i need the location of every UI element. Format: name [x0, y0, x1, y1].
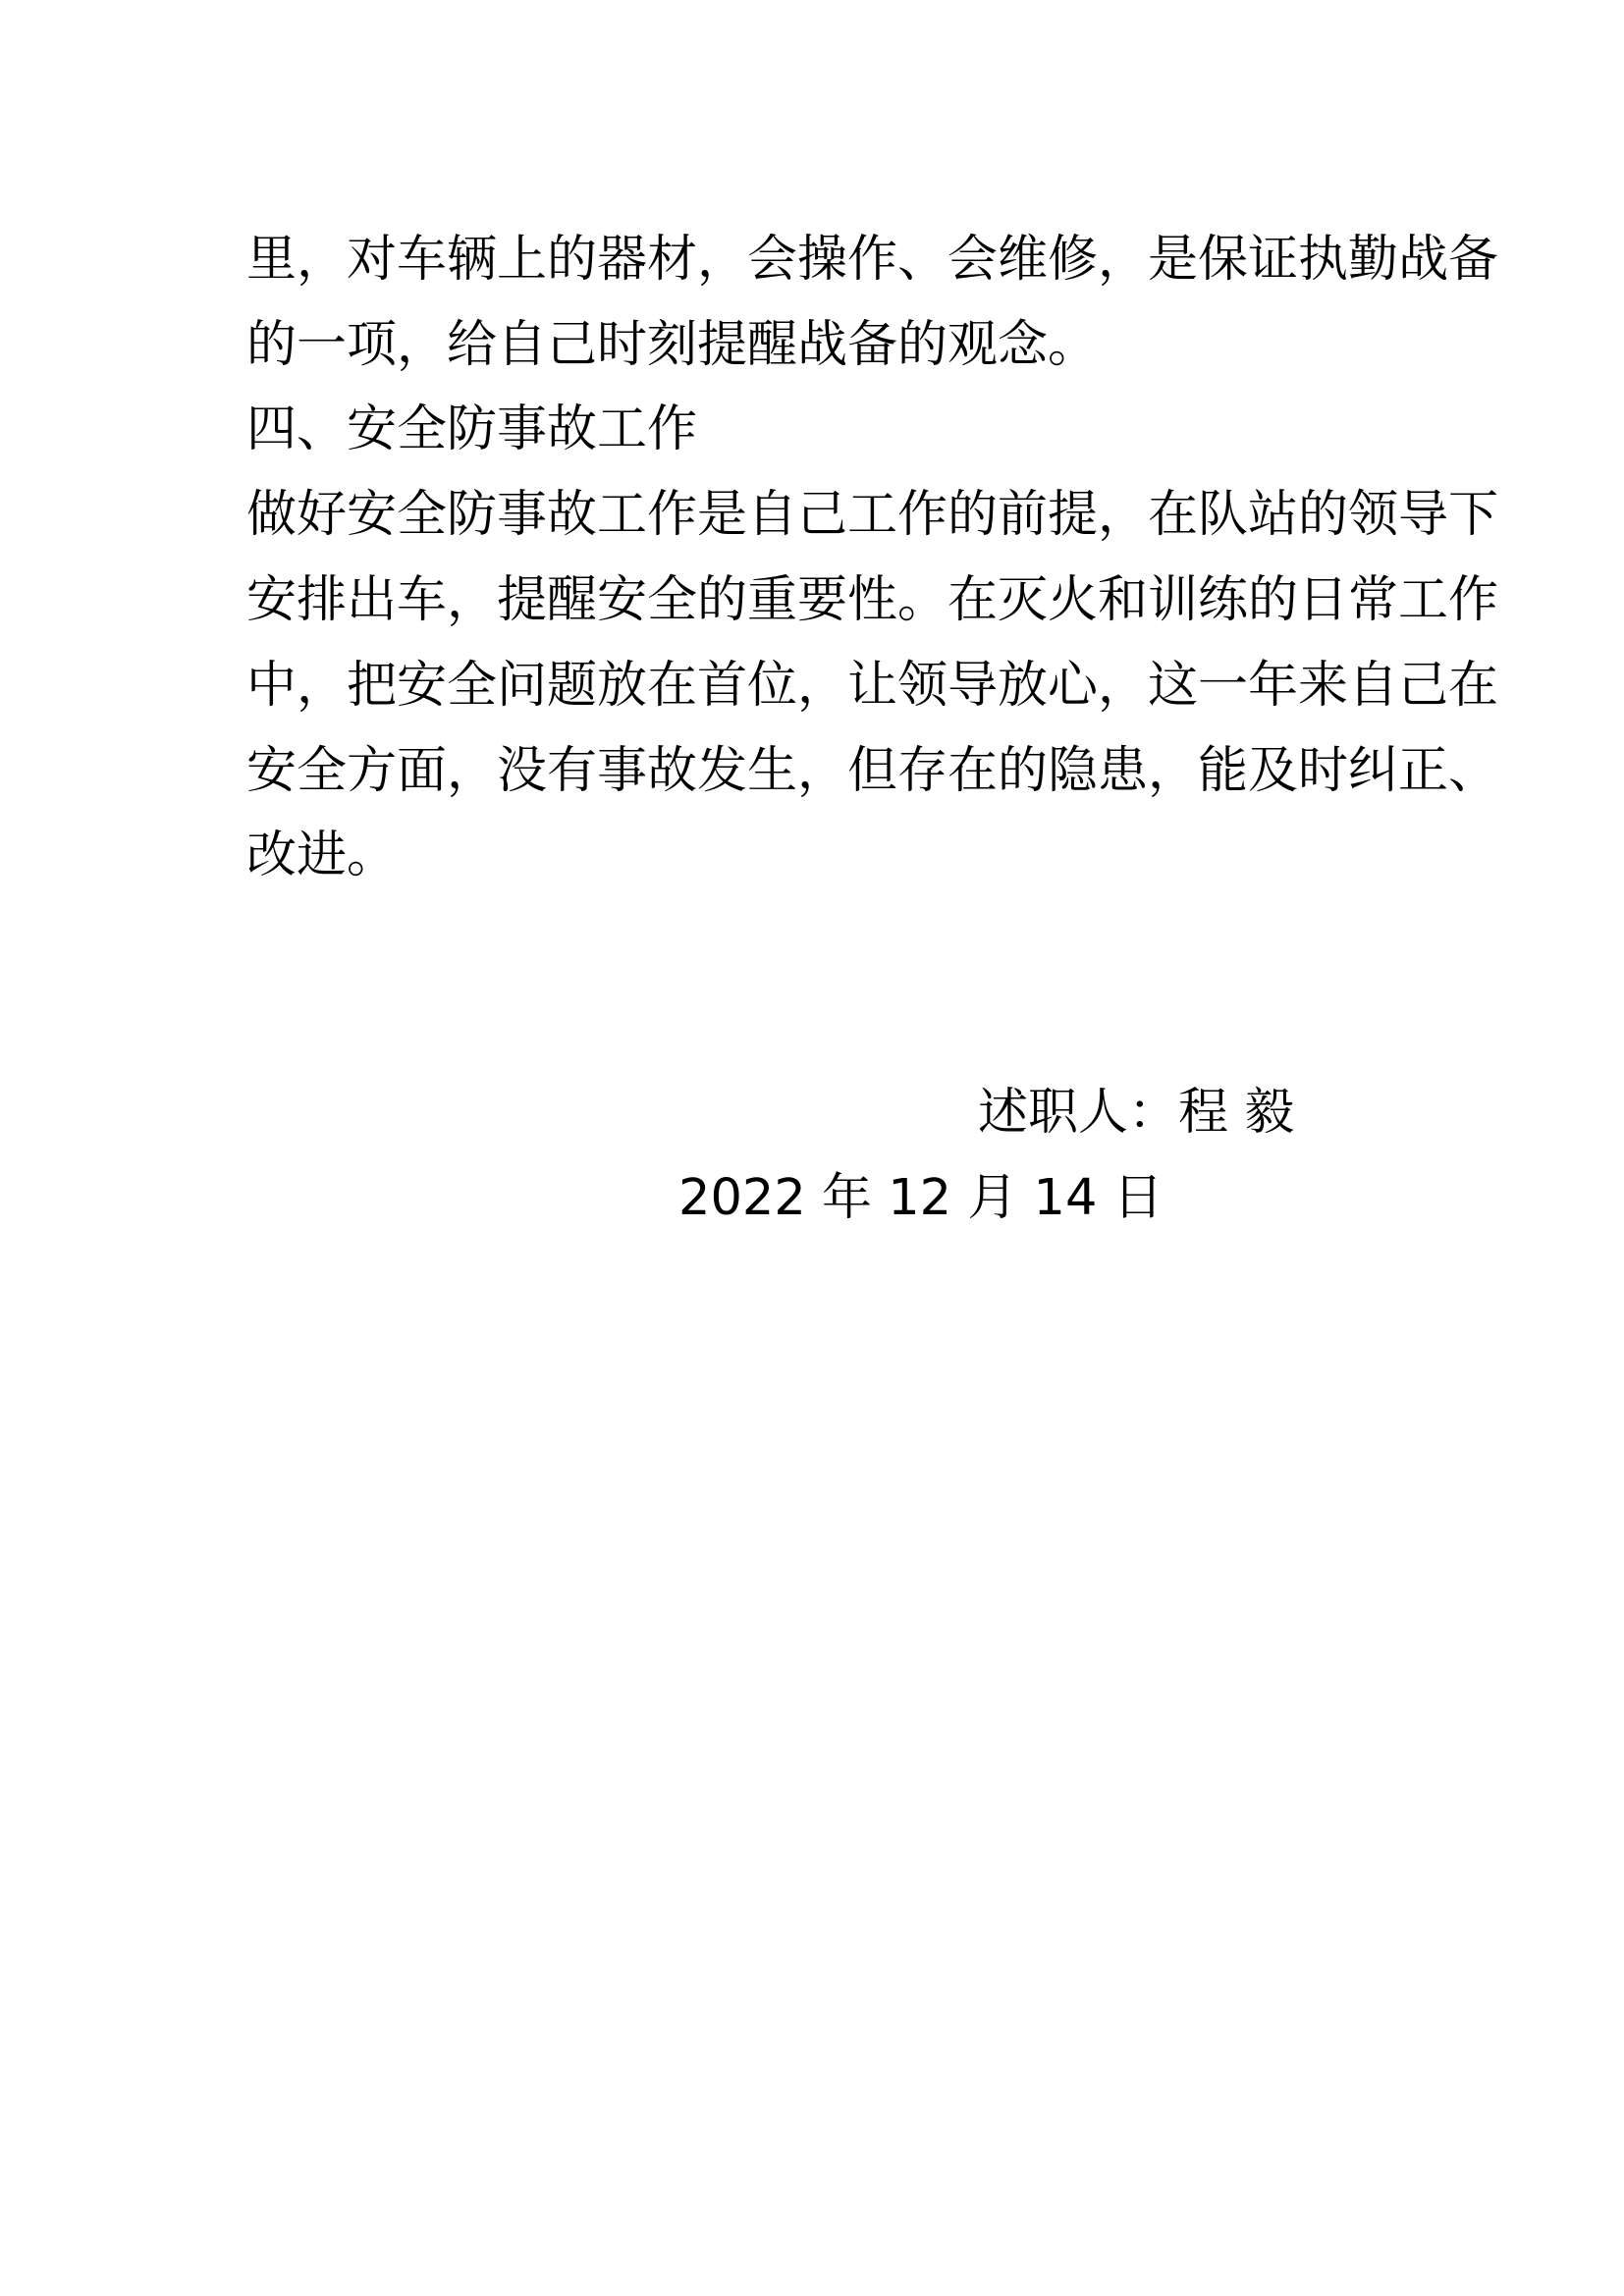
body-text-line: 安排出车，提醒安全的重要性。在灭火和训练的日常工作 — [246, 571, 1499, 629]
body-text-line: 的一项，给自己时刻提醒战备的观念。 — [246, 316, 1099, 374]
body-text-line: 中，把安全问题放在首位，让领导放心，这一年来自己在 — [246, 657, 1499, 715]
body-text-line: 安全方面，没有事故发生，但存在的隐患，能及时纠正、 — [246, 742, 1499, 800]
section-heading: 四、安全防事故工作 — [246, 400, 698, 458]
body-text-line: 改进。 — [246, 827, 398, 884]
signature-line: 述职人：程 毅 — [978, 1084, 1295, 1142]
date-line: 2022 年 12 月 14 日 — [678, 1169, 1164, 1227]
body-text-line: 里，对车辆上的器材，会操作、会维修，是保证执勤战备 — [246, 231, 1499, 289]
body-text-line: 做好安全防事故工作是自己工作的前提，在队站的领导下 — [246, 486, 1499, 544]
